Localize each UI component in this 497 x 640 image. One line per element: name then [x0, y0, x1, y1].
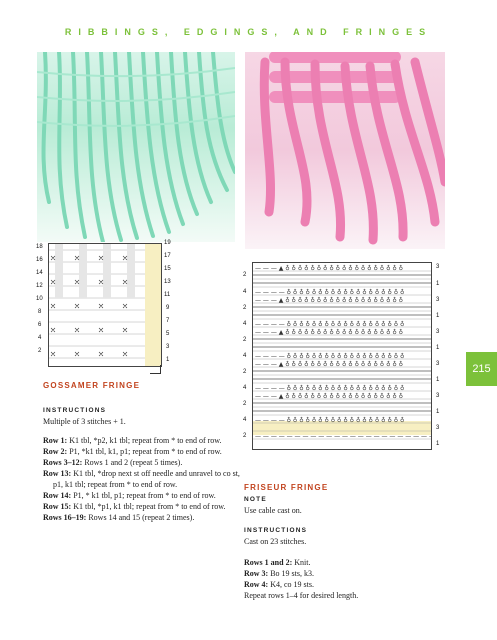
row-number: 19 [164, 240, 171, 246]
svg-text:— — — ▲ ♁ ♁ ♁ ♁ ♁ ♁ ♁ ♁ ♁ ♁ ♁: — — — ▲ ♁ ♁ ♁ ♁ ♁ ♁ ♁ ♁ ♁ ♁ ♁ ♁ ♁ ♁ ♁ ♁ ♁ ♁ ♁ [255, 393, 404, 400]
svg-text:— — — — ♁ ♁ ♁ ♁ ♁ ♁ ♁ ♁ ♁ ♁ ♁: — — — — ♁ ♁ ♁ ♁ ♁ ♁ ♁ ♁ ♁ ♁ ♁ ♁ ♁ ♁ ♁ ♁ ♁ ♁ ♁ [255, 417, 405, 424]
row-number: 11 [164, 292, 171, 298]
instruction-line: Rows 16–19: Rows 14 and 15 (repeat 2 times). [43, 513, 195, 522]
page-number-tab: 215 [466, 352, 497, 386]
row-number: 4 [243, 385, 247, 391]
row-number: 2 [243, 337, 247, 343]
instruction-line: Row 13: K1 tbl, *drop next st off needle and unravel to co st, [43, 469, 240, 478]
svg-text:— — — ▲ ♁ ♁ ♁ ♁ ♁ ♁ ♁ ♁ ♁ ♁ ♁: — — — ▲ ♁ ♁ ♁ ♁ ♁ ♁ ♁ ♁ ♁ ♁ ♁ ♁ ♁ ♁ ♁ ♁ ♁ ♁ ♁ [255, 297, 404, 304]
svg-text:— — — ▲ ♁ ♁ ♁ ♁ ♁ ♁ ♁ ♁ ♁ ♁ ♁: — — — ▲ ♁ ♁ ♁ ♁ ♁ ♁ ♁ ♁ ♁ ♁ ♁ ♁ ♁ ♁ ♁ ♁ ♁ ♁ ♁ [255, 265, 404, 272]
gossamer-title: GOSSAMER FRINGE [43, 381, 141, 390]
row-number: 4 [243, 289, 247, 295]
friseur-note: Use cable cast on. [244, 506, 302, 515]
svg-text:— — — — ♁ ♁ ♁ ♁ ♁ ♁ ♁ ♁ ♁ ♁ ♁: — — — — ♁ ♁ ♁ ♁ ♁ ♁ ♁ ♁ ♁ ♁ ♁ ♁ ♁ ♁ ♁ ♁ ♁ ♁ ♁ [255, 385, 405, 392]
instruction-line: Rows 3–12: Rows 1 and 2 (repeat 5 times). [43, 458, 183, 467]
svg-text:— — — — — — — — — — — — — — —: — — — — — — — — — — — — — — — — — — — — — — — [255, 433, 431, 440]
row-number: 3 [166, 344, 170, 350]
instruction-line: Row 14: P1, * k1 tbl, p1; repeat from * to end of row. [43, 491, 216, 500]
row-number: 3 [436, 264, 440, 270]
friseur-fringe-photo [245, 52, 445, 249]
gossamer-fringe-photo [37, 52, 235, 242]
row-number: 12 [36, 283, 43, 289]
row-number: 3 [436, 297, 440, 303]
row-number: 2 [38, 348, 42, 354]
friseur-cast-on: Cast on 23 stitches. [244, 537, 307, 546]
row-number: 3 [436, 329, 440, 335]
row-number: 3 [436, 361, 440, 367]
running-header: RIBBINGS, EDGINGS, AND FRINGES [64, 27, 433, 37]
row-number: 1 [436, 313, 440, 319]
svg-text:— — — ▲ ♁ ♁ ♁ ♁ ♁ ♁ ♁ ♁ ♁ ♁ ♁: — — — ▲ ♁ ♁ ♁ ♁ ♁ ♁ ♁ ♁ ♁ ♁ ♁ ♁ ♁ ♁ ♁ ♁ ♁ ♁ ♁ [255, 361, 404, 368]
row-number: 15 [164, 266, 171, 272]
svg-text:— — — ▲ ♁ ♁ ♁ ♁ ♁ ♁ ♁ ♁ ♁ ♁ ♁: — — — ▲ ♁ ♁ ♁ ♁ ♁ ♁ ♁ ♁ ♁ ♁ ♁ ♁ ♁ ♁ ♁ ♁ ♁ ♁ ♁ [255, 329, 404, 336]
row-number: 3 [436, 393, 440, 399]
gossamer-instructions-heading: INSTRUCTIONS [43, 407, 107, 414]
instruction-line: Row 4: K4, co 19 sts. [244, 580, 314, 589]
friseur-title: FRISEUR FRINGE [244, 483, 329, 492]
row-number: 13 [164, 279, 171, 285]
row-number: 2 [243, 433, 247, 439]
row-number: 1 [166, 357, 170, 363]
row-number: 6 [38, 322, 42, 328]
friseur-instructions-heading: INSTRUCTIONS [244, 527, 308, 534]
row-number: 10 [36, 296, 43, 302]
row-number: 4 [243, 353, 247, 359]
instruction-line: Row 3: Bo 19 sts, k3. [244, 569, 315, 578]
row-number: 2 [243, 369, 247, 375]
row-number: 5 [166, 331, 170, 337]
row-number: 3 [436, 425, 440, 431]
gossamer-instructions [43, 435, 243, 523]
instruction-line: Row 1: K1 tbl, *p2, k1 tbl; repeat from * to end of row. [43, 436, 222, 445]
row-number: 16 [36, 257, 43, 263]
instruction-line: Repeat rows 1–4 for desired length. [244, 591, 359, 600]
row-number: 2 [243, 272, 247, 278]
row-number: 9 [166, 305, 170, 311]
row-number: 4 [243, 417, 247, 423]
row-number: 2 [243, 401, 247, 407]
row-number: 18 [36, 244, 43, 250]
friseur-chart [252, 262, 432, 450]
svg-text:— — — — ♁ ♁ ♁ ♁ ♁ ♁ ♁ ♁ ♁ ♁ ♁: — — — — ♁ ♁ ♁ ♁ ♁ ♁ ♁ ♁ ♁ ♁ ♁ ♁ ♁ ♁ ♁ ♁ ♁ ♁ ♁ [255, 353, 405, 360]
gossamer-chart [48, 243, 162, 367]
friseur-note-heading: NOTE [244, 496, 267, 503]
row-number: 4 [38, 335, 42, 341]
instruction-line: Row 15: K1 tbl, *p1, k1 tbl; repeat from * to end of row. [43, 502, 226, 511]
row-number: 1 [436, 345, 440, 351]
svg-text:— — — — ♁ ♁ ♁ ♁ ♁ ♁ ♁ ♁ ♁ ♁ ♁: — — — — ♁ ♁ ♁ ♁ ♁ ♁ ♁ ♁ ♁ ♁ ♁ ♁ ♁ ♁ ♁ ♁ ♁ ♁ ♁ [255, 289, 405, 296]
svg-text:— — — — ♁ ♁ ♁ ♁ ♁ ♁ ♁ ♁ ♁ ♁ ♁: — — — — ♁ ♁ ♁ ♁ ♁ ♁ ♁ ♁ ♁ ♁ ♁ ♁ ♁ ♁ ♁ ♁ ♁ ♁ ♁ [255, 321, 405, 328]
row-number: 1 [436, 441, 440, 447]
row-number: 2 [243, 305, 247, 311]
row-number: 17 [164, 253, 171, 259]
row-number: 1 [436, 409, 440, 415]
row-number: 1 [436, 281, 440, 287]
row-number: 8 [38, 309, 42, 315]
instruction-line: p1, k1 tbl; repeat from * to end of row. [53, 480, 178, 489]
row-number: 7 [166, 318, 170, 324]
gossamer-multiple: Multiple of 3 stitches + 1. [43, 417, 126, 426]
row-number: 4 [243, 321, 247, 327]
instruction-line: Rows 1 and 2: Knit. [244, 558, 311, 567]
chart-corner [150, 365, 161, 374]
friseur-instructions [244, 557, 444, 601]
row-number: 1 [436, 377, 440, 383]
row-number: 14 [36, 270, 43, 276]
instruction-line: Row 2: P1, *k1 tbl, k1, p1; repeat from * to end of row. [43, 447, 222, 456]
